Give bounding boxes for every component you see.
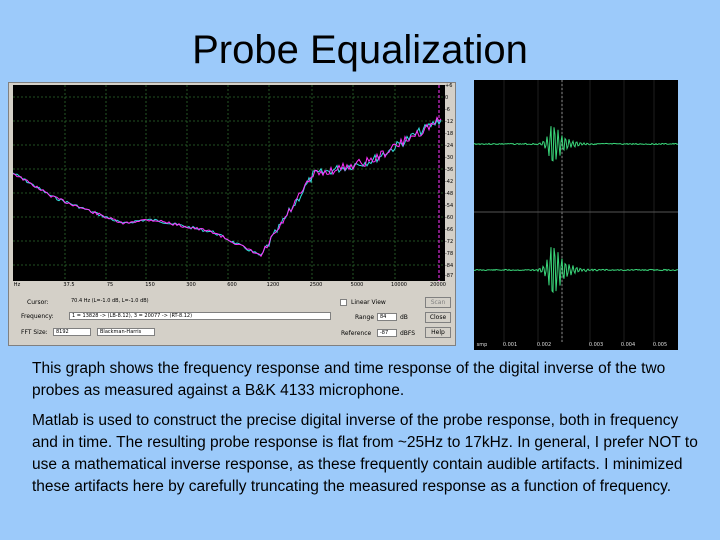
y-tick: -42 bbox=[445, 179, 454, 185]
help-button[interactable]: Help bbox=[425, 327, 451, 338]
series-line-b bbox=[13, 120, 441, 255]
frequency-analysis-window bbox=[8, 82, 456, 346]
y-tick: -48 bbox=[445, 191, 454, 197]
x-tick: 300 bbox=[186, 282, 196, 288]
x-tick: 1200 bbox=[266, 282, 280, 288]
x-tick: 20000 bbox=[430, 282, 446, 288]
x-tick: Hz bbox=[13, 282, 21, 288]
y-tick: -60 bbox=[445, 215, 454, 221]
y-tick: -84 bbox=[445, 263, 454, 269]
range-input[interactable]: 84 bbox=[377, 313, 397, 321]
linear-view-label: Linear View bbox=[351, 299, 386, 306]
y-tick: 0 bbox=[445, 95, 449, 101]
range-unit: dB bbox=[400, 314, 408, 321]
reference-unit: dBFS bbox=[400, 330, 416, 337]
y-tick: -18 bbox=[445, 131, 454, 137]
linear-view-checkbox[interactable] bbox=[340, 299, 347, 306]
page-title: Probe Equalization bbox=[192, 28, 528, 72]
x-tick: 75 bbox=[106, 282, 114, 288]
y-tick: -72 bbox=[445, 239, 454, 245]
y-tick: -12 bbox=[445, 119, 454, 125]
y-tick: -54 bbox=[445, 203, 454, 209]
reference-input[interactable]: -87 bbox=[377, 329, 397, 337]
y-tick: +6 bbox=[445, 83, 453, 89]
y-tick: -36 bbox=[445, 167, 454, 173]
scope-trace-bottom bbox=[474, 247, 678, 292]
x-axis-labels bbox=[13, 282, 445, 290]
scope-trace-top bbox=[474, 126, 678, 161]
x-tick: 10000 bbox=[391, 282, 407, 288]
fft-size-select[interactable]: 8192 bbox=[53, 328, 91, 336]
x-tick: 5000 bbox=[350, 282, 364, 288]
scope-x-axis-labels bbox=[474, 342, 678, 350]
x-tick: 600 bbox=[227, 282, 237, 288]
description-paragraph-1: This graph shows the frequency response and time response of the digital inverse of the two probes as measured against a B&K 4133 microphone. bbox=[32, 360, 666, 399]
y-tick: -78 bbox=[445, 251, 454, 257]
x-tick: 37.5 bbox=[63, 282, 75, 288]
description-paragraph-2: Matlab is used to construct the precise digital inverse of the probe response, both in frequency and in time. The resulting probe response is flat from ~25Hz to 17kHz. In general, I prefer NOT to use a mathematical inverse response, as these frequently contain audible artifacts. I minimized these artifacts here by carefully truncating the measured response as a function of frequency. bbox=[32, 412, 698, 495]
scope-x-tick: 0.005 bbox=[652, 342, 668, 348]
reference-label: Reference bbox=[341, 330, 372, 337]
time-response-svg bbox=[474, 80, 678, 342]
scope-x-tick: 0.001 bbox=[502, 342, 518, 348]
range-label: Range bbox=[355, 314, 375, 321]
scope-x-tick: 0.003 bbox=[588, 342, 604, 348]
y-axis-labels bbox=[445, 83, 457, 283]
cursor-readout: 70.4 Hz (L=-1.0 dB, L=-1.0 dB) bbox=[69, 298, 331, 306]
frequency-response-plot bbox=[13, 85, 445, 281]
fft-size-label: FFT Size: bbox=[21, 329, 48, 336]
peak-readout: 1 = 13828 -> (LB-8.12), 3 = 20077 -> (RT-8.12) bbox=[69, 312, 331, 320]
window-select[interactable]: Blackman-Harris bbox=[97, 328, 155, 336]
y-tick: -30 bbox=[445, 155, 454, 161]
y-tick: -66 bbox=[445, 227, 454, 233]
peak-label: Frequency: bbox=[21, 313, 54, 320]
scope-x-tick: smp bbox=[476, 342, 488, 348]
y-tick: -6 bbox=[445, 107, 450, 113]
scope-x-tick: 0.004 bbox=[620, 342, 636, 348]
scope-x-tick: 0.002 bbox=[536, 342, 552, 348]
x-tick: 150 bbox=[145, 282, 155, 288]
cursor-label: Cursor: bbox=[27, 299, 49, 306]
series-line-a bbox=[13, 117, 441, 256]
time-response-scope bbox=[474, 80, 678, 350]
scan-button[interactable]: Scan bbox=[425, 297, 451, 308]
x-tick: 2500 bbox=[309, 282, 323, 288]
y-tick: -24 bbox=[445, 143, 454, 149]
y-tick: -87 bbox=[445, 273, 454, 279]
frequency-response-svg bbox=[13, 85, 445, 281]
close-button[interactable]: Close bbox=[425, 312, 451, 323]
